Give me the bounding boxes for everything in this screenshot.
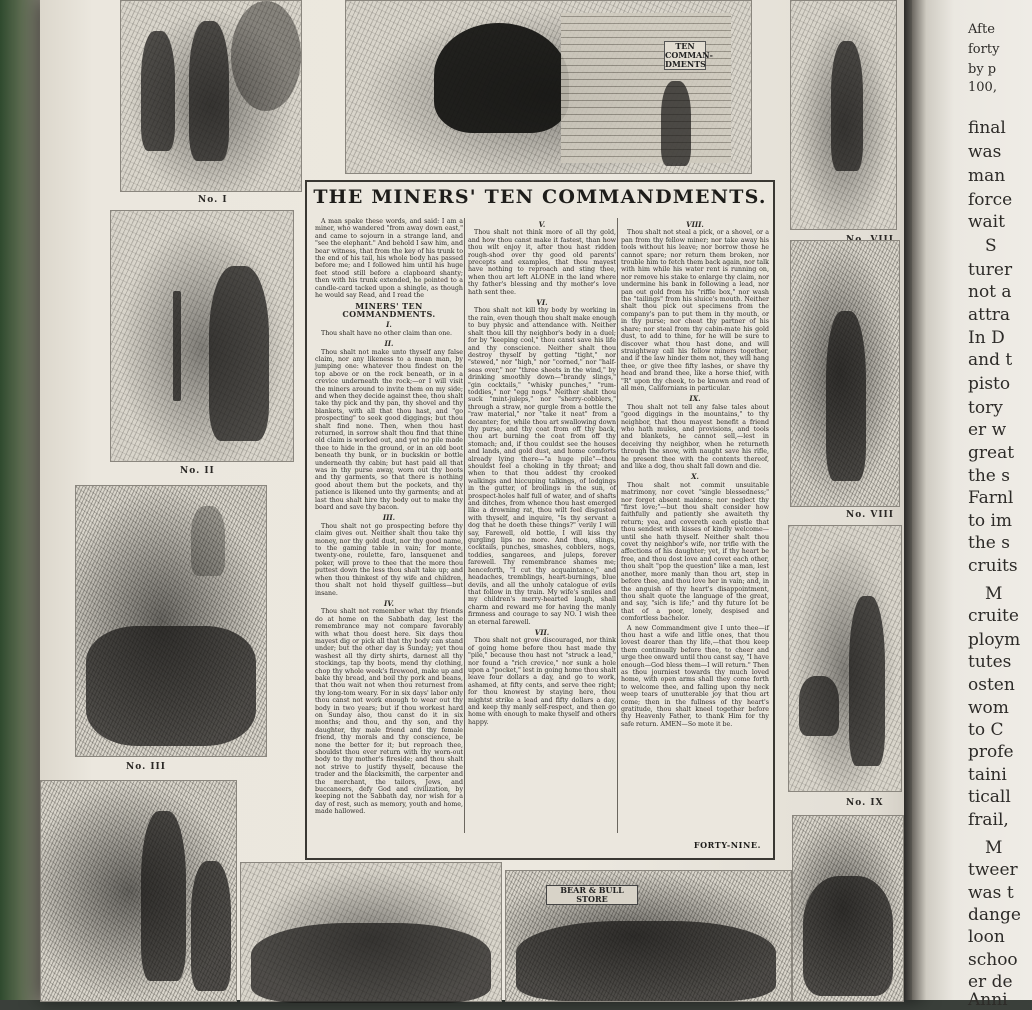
commandment-number: II.: [384, 339, 394, 349]
facing-page-line: forty: [968, 42, 1000, 57]
engraving-no4: [40, 780, 237, 1002]
text-column-1: [315, 218, 463, 818]
facing-page-line: ploym: [968, 630, 1021, 650]
facing-page-line: schoo: [968, 950, 1018, 970]
engraving-bottom-store: [505, 870, 792, 1002]
miner-figure: [141, 811, 186, 981]
facing-page-line: cruite: [968, 606, 1019, 626]
commandment-number: III.: [382, 513, 396, 523]
miner-figure: [826, 311, 866, 481]
commandment-text: Thou shalt not kill thy body by working in the rain, even though thou shalt make enough to buy physic and attendance with. Neither shalt thou kill thy neighbor's body in a duel; for by "keeping cool," thou canst save his life and thy conscience. Neither shalt thou destroy thyself by getting "tight," nor "stewed," nor "high," nor "corned," nor "half-seas over," nor "three sheets in the wind," by drinking smoothly down—"brandy slings," "gin cocktails," "whisky punches," "rum-toddies," nor "egg nogs." Neither shalt thou suck "mint-juleps," nor "sherry-cobblers," through a straw, nor gurgle from a bottle the "raw material," nor "take it neat" from a decanter; for, while thou art swallowing down thy purse, and thy coat from off thy back, thou art burning the coat from off thy stomach; and, if thou couldst see the houses and lands, and gold dust, and home comforts already lying there—"a huge pile"—thou shouldst feel a choking in thy throat; and when to that thou addest thy crooked walkings and hiccuping talkings, of lodgings in the gutter, of broilings in the sun, of prospect-holes half full of water, and of shafts and ditches, from whence thou hast emerged like a drowning rat, thou wilt feel disgusted with thyself, and inquire, "Is thy servant a dog that he doeth these things?" verily I will say, Farewell, old bottle, I will kiss thy gurgling lips no more. And thou, slings, cocktails, punches, smashes, cobblers, nogs, toddies, sangarees, and juleps, forever farewell. Thy remembrance shames me; henceforth, "I cut thy acquaintance," and headaches, tremblings, heart-burnings, blue devils, and all the unholy catalogue of evils that follow in thy train. My wife's smiles and my children's merry-hearted laugh, shall charm and reward me for having the manly firmness and courage to say NO. I wish thee an eternal farewell.: [468, 307, 616, 626]
facing-page-line: Anni: [968, 990, 1008, 1010]
caption-no2: No. II: [180, 466, 215, 476]
facing-page-line: Afte: [968, 22, 995, 37]
miner-figure: [189, 21, 229, 161]
engraving-bottom-family: [240, 862, 502, 1002]
facing-page-line: dange: [968, 905, 1021, 925]
miner-figure: [849, 596, 885, 766]
facing-page-line: not a: [968, 282, 1012, 302]
facing-page-line: er w: [968, 420, 1007, 440]
facing-page-line: cruits: [968, 556, 1018, 576]
engraving-no2: [110, 210, 294, 462]
facing-page-line: 100,: [968, 80, 997, 95]
facing-page-line: er de: [968, 972, 1013, 992]
engraving-elephant: [345, 0, 752, 174]
facing-page-line: ticall: [968, 787, 1011, 807]
facing-page-line: the s: [968, 533, 1010, 553]
facing-page-line: force: [968, 190, 1013, 210]
commandment-text: Thou shalt not steal a pick, or a shovel, or a pan from thy fellow miner; nor take away his tools without his leave; nor borrow those he cannot spare; nor return them broken, nor trouble him to fetch them back again, nor talk with him while his water rent is running on, nor remove his stake to enlarge thy claim, nor undermine his bank in following a lead, nor pan out gold from his "riffle box," nor wash the "tailings" from his sluice's mouth. Neither shalt thou pick out specimens from the company's pan to put them in thy mouth, or in thy purse; nor cheat thy partner of his share; nor steal from thy cabin-mate his gold dust, to add to thine, for he will be sure to discover what thou hast done, and will straightway call his fellow miners together, and if the law hinder them not, they will hang thee, or give thee fifty lashes, or shave thy head and brand thee, like a horse thief, with "R" upon thy cheek, to be known and read of all men, Californians in particular.: [621, 229, 769, 392]
engraving-no-top-right: [790, 0, 897, 230]
ten-commandments-sign: TEN COMMAN- DMENTS: [665, 41, 713, 69]
family-figures: [803, 876, 893, 996]
miner-figure: [191, 861, 231, 991]
facing-page-line: final: [968, 118, 1006, 138]
facing-page-line: was t: [968, 883, 1014, 903]
elephant-icon: [434, 23, 569, 133]
commandment-text: Thou shalt have no other claim than one.: [321, 329, 453, 337]
new-commandment-text: A new Commandment give I unto thee—if thou hast a wife and little ones, that thou lovest dearer than thy life,—that thou keep them continually before thee, to cheer and urge thee onward until thou canst say, "I have enough—God bless them—I will return." Then as thou journiest towards thy much loved home, with open arms shall they come forth to welcome thee, and falling upon thy neck weep tears of unutterable joy that thou art come; then in the fullness of thy heart's gratitude, thou shalt kneel together before thy Heavenly Father, to thank Him for thy safe return. AMEN—So mote it be.: [621, 624, 769, 728]
facing-page-line: turer: [968, 260, 1013, 280]
facing-page-line: Farnl: [968, 488, 1014, 508]
facing-page-line: to C: [968, 720, 1004, 740]
caption-no1: No. I: [198, 195, 228, 205]
commandment-text: Thou shalt not grow discouraged, nor think of going home before thou hast made thy "pile," because thou hast not "struck a lead," nor found a "rich crevice," nor sunk a hole upon a "pocket," lest in going home thou shalt leave four dollars a day, and go to work, ashamed, at fifty cents, and serve thee right; for thou knowest by staying here, thou mightst strike a lead and fifty dollars a day, and keep thy manly self-respect, and then go home with enough to make thyself and others happy.: [468, 637, 616, 726]
facing-page-line: tutes: [968, 652, 1012, 672]
commandment-text: Thou shalt not think more of all thy gold, and how thou canst make it fastest, than how thou wilt enjoy it, after thou hast ridden rough-shod over thy good old parents' precepts and examples, that thou mayest have nothing to reproach and sting thee, when thou art left ALONE in the land where thy father's blessing and thy mother's love hath sent thee.: [468, 229, 616, 296]
commandment-number: V.: [538, 220, 546, 229]
commandment-text: Thou shalt not tell any false tales about "good diggings in the mountains," to thy neighbor, that thou mayest benefit a friend who hath mules, and provisions, and tools and blankets, he cannot sell,—lest in deceiving thy neighbor, when he returneth through the snow, with naught save his rifle, he present thee with the contents thereof, and like a dog, thou shalt fall down and die.: [621, 403, 769, 470]
facing-page-line: by p: [968, 62, 997, 77]
column-rule: [464, 218, 465, 833]
column-rule: [617, 218, 618, 833]
commandment-text: Thou shalt not go prospecting before thy claim gives out. Neither shalt thou take thy money, nor thy gold dust, nor thy good name, to the gaming table in vain; for monte, twenty-one, roulette, faro, lansquenet and poker, will prove to thee that the more thou puttest down the less thou shalt take up; and when thou thinkest of thy wife and children, thou shalt not hold thyself guiltless—but insane.: [315, 522, 463, 597]
commandment-text: Thou shalt not make unto thyself any false claim, nor any likeness to a mean man, by jumping one: whatever thou findest on the top above or on the rock beneath, or in a crevice underneath the rock;—or I will visit the miners around to invite them on my side; and when they decide against thee, thou shalt take thy pick and thy pan, thy shovel and thy blankets, with all that thou hast, and "go prospecting" to seek good diggings; but thou shalt find none. Then, when thou hast returned, in sorrow shalt thou find that thine old claim is worked out, and yet no pile made thee to hide in the ground, or in an old boot beneath thy bunk, or in buckskin or bottle underneath thy cabin; but hast paid all that was in thy purse away, worn out thy boots and thy garments, so that there is nothing good about them but the pockets, and thy patience is likened unto thy garments; and at last thou shalt hire thy body out to make thy board and save thy bacon.: [315, 348, 463, 512]
gamblers-group: [86, 626, 256, 746]
facing-page-line: osten: [968, 675, 1015, 695]
commandment-number: VI.: [536, 298, 548, 308]
commandment-number: X.: [691, 472, 699, 482]
commandment-text: Thou shalt not remember what thy friends do at home on the Sabbath day, lest the remembrance may not compare favorably with what thou doest here. Six days thou mayest dig or pick all that thy body can stand under; but the other day is Sunday; yet thou washest all thy dirty shirts, darnest all thy stockings, tap thy boots, mend thy clothing, chop thy whole week's firewood, make up and bake thy bread, and boil thy pork and beans, that thou wait not when thou returnest from thy long-tom weary. For in six days' labor only thou canst not work enough to wear out thy body in two years; but if thou workest hard on Sunday also, thou canst do it in six months; and thou, and thy son, and thy daughter, thy male friend and thy female friend, thy morals and thy conscience, be none the better for it; but reproach thee, shouldst thou ever return with thy worn-out body to thy mother's fireside; and thou shalt not strive to justify thyself, because the trader and the blacksmith, the carpenter and the merchant, the tailors, Jews, and buccaneers, defy God and civilization, by keeping not the Sabbath day, nor wish for a day of rest, such as memory, youth and home, made hallowed.: [315, 608, 463, 816]
facing-page-line: attra: [968, 305, 1011, 325]
claim-stake: [173, 291, 181, 401]
engraving-bottom-right: [792, 815, 904, 1002]
facing-page-line: taini: [968, 765, 1007, 785]
intro-paragraph: A man spake these words, and said: I am a miner, who wandered "from away down east," and came to sojourn in a strange land, and "see the elephant." And behold I saw him, and bear witness, that from the key of his trunk to the end of his tail, his whole body has passed before me; and I followed him until his huge feet stood still before a clapboard shanty; then with his trunk extended, he pointed to a candle-card tacked upon a shingle, as though he would say Read, and I read the: [315, 218, 463, 300]
fallen-figure: [799, 676, 839, 736]
facing-page-line: In D: [968, 328, 1005, 348]
facing-page-line: S: [985, 236, 997, 256]
tree-silhouette: [231, 1, 301, 111]
painting-figure: [191, 506, 225, 576]
facing-page-line: frail,: [968, 810, 1009, 830]
engraving-no8: [790, 240, 900, 507]
caption-no9: No. IX: [846, 798, 884, 808]
facing-page-line: the s: [968, 466, 1010, 486]
bear-bull-store-sign: BEAR & BULL STORE: [546, 885, 638, 905]
facing-page-line: wait: [968, 212, 1005, 232]
facing-page-line: and t: [968, 350, 1013, 370]
poster-subtitle: MINERS' TEN COMMANDMENTS.: [342, 301, 436, 319]
engraving-no1: [120, 0, 302, 192]
facing-page-line: wom: [968, 698, 1009, 718]
facing-page-line: tory: [968, 398, 1003, 418]
family-figures: [251, 923, 491, 1003]
drinkers-group: [516, 921, 776, 1001]
commandments-poster: [305, 180, 775, 860]
caption-no8: No. VIII: [846, 510, 894, 520]
facing-page-line: M: [985, 584, 1003, 604]
facing-page-line: profe: [968, 742, 1014, 762]
facing-page-line: loon: [968, 927, 1005, 947]
engraving-no9: [788, 525, 902, 792]
facing-page-line: M: [985, 838, 1003, 858]
commandment-number: VIII.: [686, 220, 704, 229]
poster-title: THE MINERS' TEN COMMANDMENTS.: [313, 186, 767, 208]
facing-page-line: to im: [968, 511, 1013, 531]
shanty-wall: [561, 13, 731, 163]
facing-page-line: tweer: [968, 860, 1018, 880]
commandment-number: VII.: [534, 627, 550, 637]
text-column-2: [468, 218, 616, 728]
facing-page-line: was: [968, 142, 1002, 162]
text-column-3: [621, 218, 769, 730]
commandment-number: IX.: [689, 394, 701, 404]
miner-figure: [831, 41, 863, 171]
caption-no3: No. III: [126, 762, 166, 772]
commandment-number: I.: [386, 320, 392, 330]
miner-figure: [141, 31, 175, 151]
commandment-text: Thou shalt not commit unsuitable matrimony, nor covet "single blessedness;" nor forget absent maidens; nor neglect thy "first love;"—but thou shalt consider how faithfully and patiently she awaiteth thy return; yea, and covereth each epistle that thou sendest with kisses of kindly welcome—until she hath thyself. Neither shalt thou covet thy neighbor's wife, nor trifle with the affections of his daughter; yet, if thy heart be free, and thou dost love and covet each other, thou shalt "pop the question" like a man, lest another, more manly than thou art, step in before thee, and thou love her in vain; and, in the anguish of thy heart's disappointment, thou shalt quote the language of the great, and say, "sich is life;" and thy future lot be that of a poor, lonely, despised and comfortless bachelor.: [621, 481, 769, 623]
facing-page-line: pisto: [968, 374, 1011, 394]
facing-page-line: man: [968, 166, 1006, 186]
engraving-no3: [75, 485, 267, 757]
facing-page-line: great: [968, 443, 1015, 463]
miner-figure: [661, 81, 691, 166]
poster-signature: FORTY-NINE.: [693, 840, 761, 850]
miner-figure: [209, 266, 269, 441]
commandment-number: IV.: [384, 598, 394, 608]
